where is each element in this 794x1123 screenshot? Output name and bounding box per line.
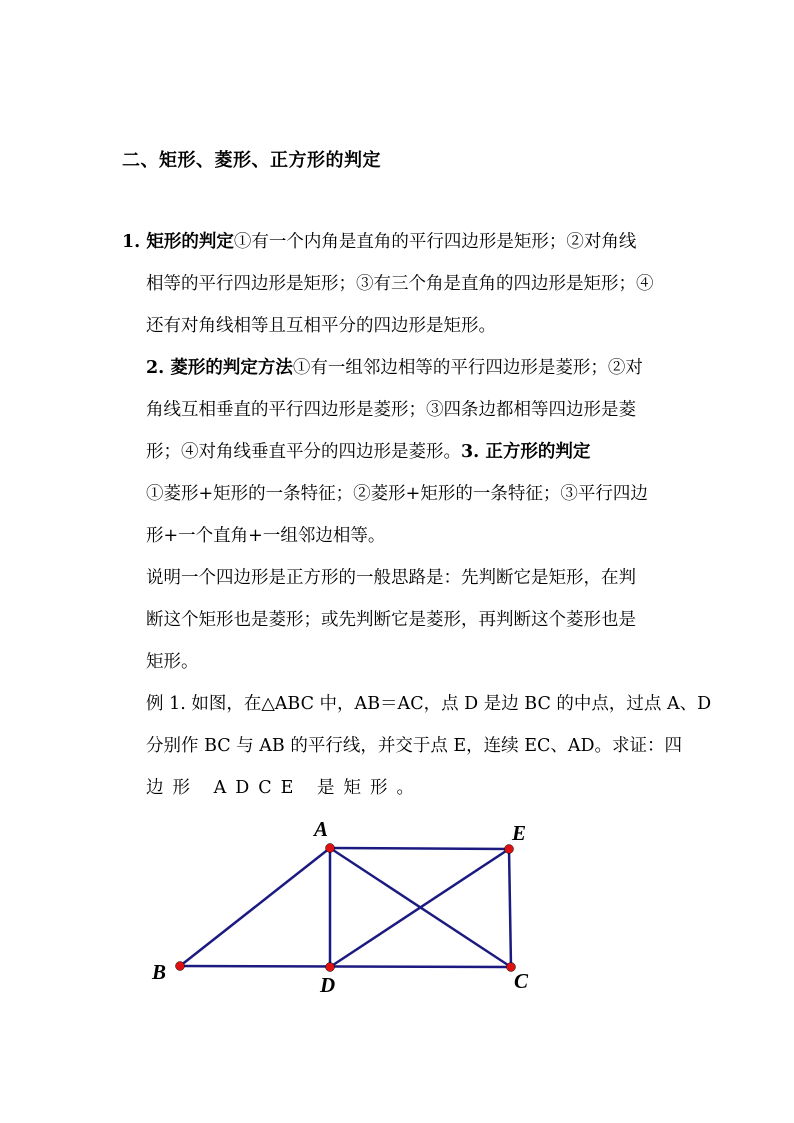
- square-number: 3.: [461, 442, 486, 462]
- rect-number: 1.: [122, 232, 147, 252]
- label-e: E: [512, 821, 527, 845]
- segment-bc: [180, 966, 511, 967]
- rhombus-criteria-line-3: [146, 440, 590, 464]
- note-line-1: 说明一个四边形是正方形的一般思路是：先判断它是矩形，在判: [146, 568, 636, 588]
- label-d: D: [320, 973, 336, 997]
- point-a: [326, 844, 335, 853]
- rect-title: 矩形的判定: [146, 232, 234, 252]
- label-b: B: [152, 960, 167, 984]
- rect-criteria-line-1: [122, 230, 636, 254]
- rhombus-criteria-line-1: [146, 356, 643, 380]
- square-title: 正方形的判定: [485, 442, 591, 462]
- rhombus-number: 2.: [146, 358, 171, 378]
- rhombus-criteria-line-2: 角线互相垂直的平行四边形是菱形；③四条边都相等四边形是菱: [146, 400, 636, 420]
- example-line-3: 边形 ADCE 是矩形。: [146, 778, 423, 798]
- rect-criteria-line-2: 相等的平行四边形是矩形；③有三个角是直角的四边形是矩形；④: [146, 274, 654, 294]
- example-line-1: 例 1. 如图，在△ABC 中，AB＝AC，点 D 是边 BC 的中点，过点 A、D: [146, 694, 712, 714]
- rhombus-line1-text: ①有一组邻边相等的平行四边形是菱形；②对: [292, 358, 643, 378]
- point-e: [505, 845, 514, 854]
- section-title: 二、矩形、菱形、正方形的判定: [122, 150, 381, 171]
- rect-line1-text: ①有一个内角是直角的平行四边形是矩形；②对角线: [233, 232, 637, 252]
- rhombus-line3-text: 形；④对角线垂直平分的四边形是菱形。: [146, 442, 461, 462]
- square-criteria-line-1: ①菱形+矩形的一条特征；②菱形+矩形的一条特征；③平行四边: [146, 484, 648, 504]
- segment-ab: [180, 848, 330, 966]
- square-criteria-line-2: 形+一个直角+一组邻边相等。: [146, 526, 386, 546]
- label-a: A: [314, 817, 329, 841]
- note-line-3: 矩形。: [146, 652, 199, 672]
- note-line-2: 断这个矩形也是菱形；或先判断它是菱形，再判断这个菱形也是: [146, 610, 636, 630]
- rect-criteria-line-3: 还有对角线相等且互相平分的四边形是矩形。: [146, 316, 496, 336]
- example-line-2: 分别作 BC 与 AB 的平行线，并交于点 E，连续 EC、AD。求证：四: [146, 736, 683, 756]
- geometry-figure: [140, 810, 560, 1000]
- label-c: C: [514, 969, 529, 993]
- point-b: [176, 962, 185, 971]
- segment-ae: [330, 848, 509, 849]
- figure-points: [176, 844, 516, 972]
- point-d: [326, 963, 335, 972]
- rhombus-title: 菱形的判定方法: [170, 358, 293, 378]
- figure-lines: [180, 848, 511, 967]
- segment-ec: [509, 849, 511, 967]
